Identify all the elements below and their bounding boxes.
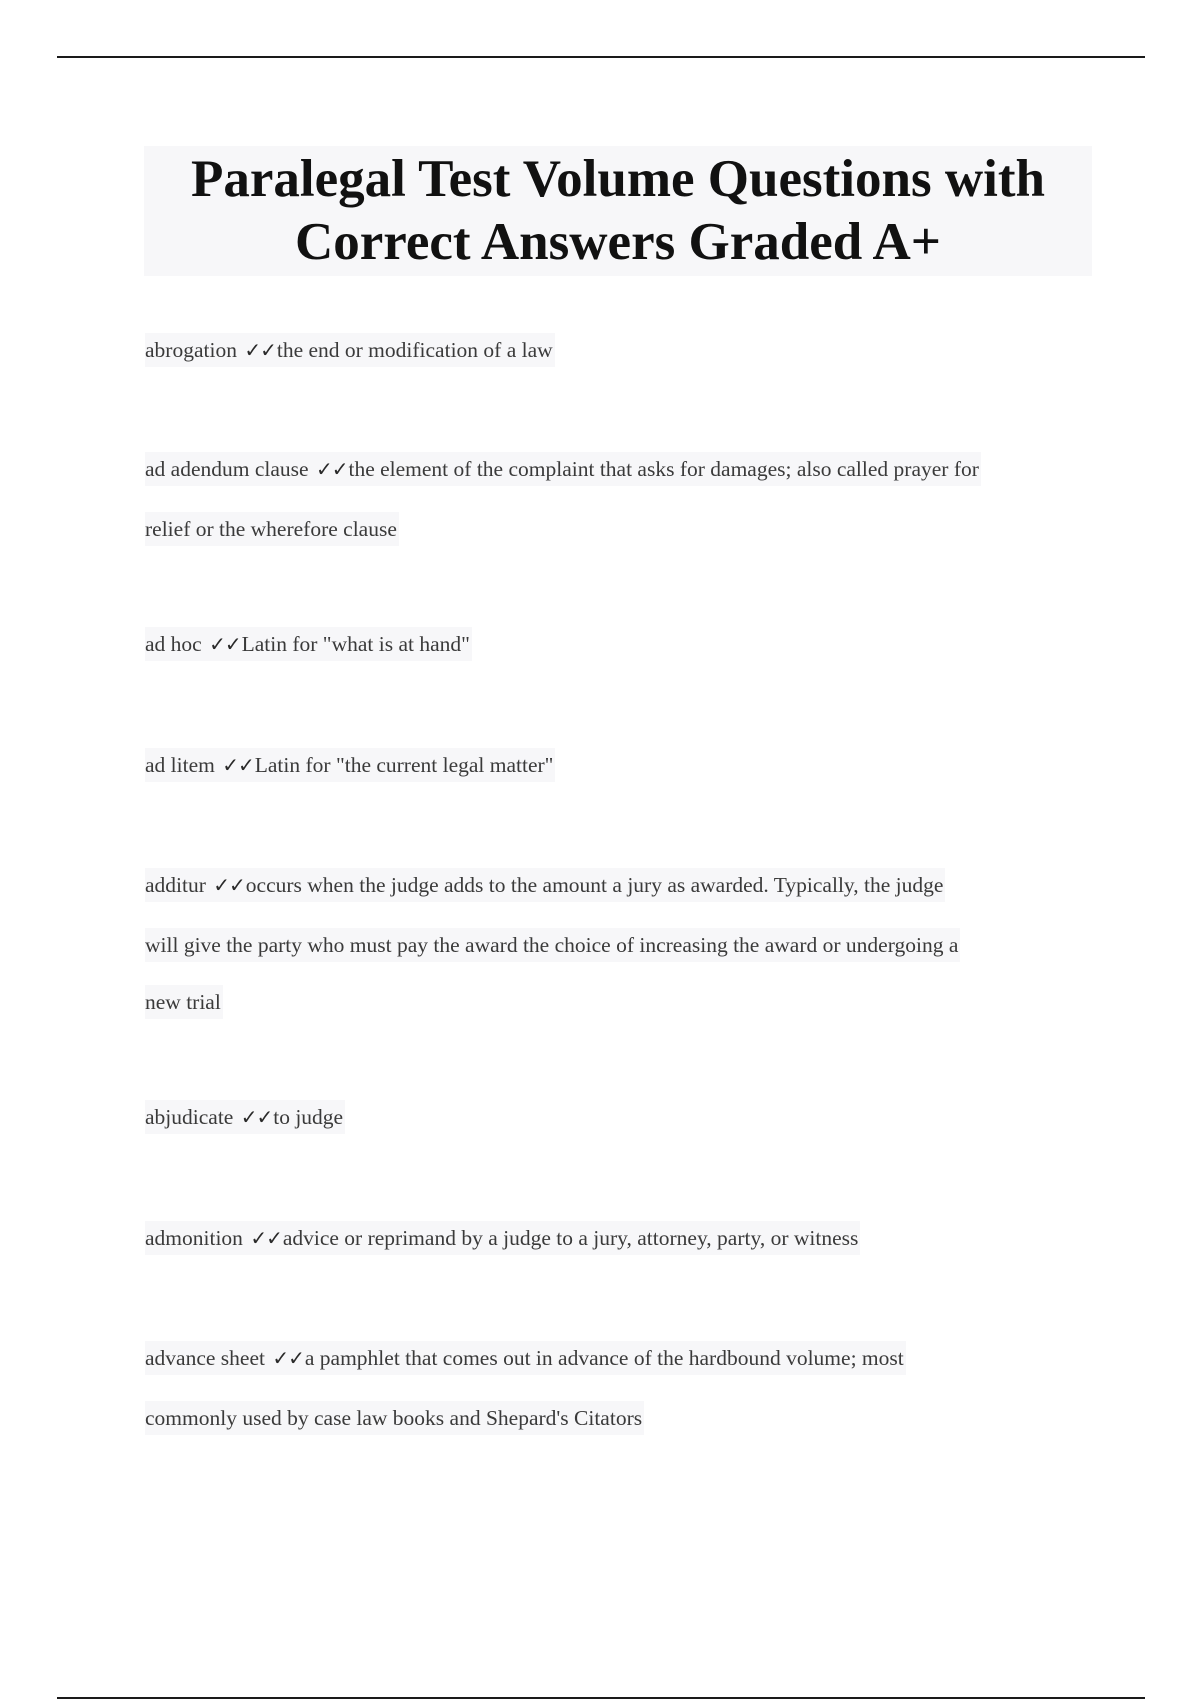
- entry-ad-hoc: [145, 627, 472, 661]
- entry-definition-continued: new trial: [145, 985, 223, 1019]
- double-check-icon: ✓✓: [209, 632, 241, 656]
- entry-term: ad litem: [145, 753, 215, 777]
- entry-definition-continued: will give the party who must pay the award the choice of increasing the award or undergoing a: [145, 928, 960, 962]
- double-check-icon: ✓✓: [222, 753, 254, 777]
- entry-definition: Latin for "the current legal matter": [254, 753, 554, 777]
- entry-definition-continued: commonly used by case law books and Shepard's Citators: [145, 1401, 644, 1435]
- entry-definition: occurs when the judge adds to the amount a jury as awarded. Typically, the judge: [245, 873, 944, 897]
- entry-term: additur: [145, 873, 206, 897]
- double-check-icon: ✓✓: [240, 1105, 273, 1129]
- double-check-icon: ✓✓: [213, 873, 245, 897]
- title-line-2: Correct Answers Graded A+: [295, 213, 941, 271]
- top-rule: [57, 56, 1145, 58]
- entry-term: admonition: [145, 1226, 243, 1250]
- entry-term: advance sheet: [145, 1346, 265, 1370]
- double-check-icon: ✓✓: [250, 1226, 282, 1250]
- entry-term: ad adendum clause: [145, 457, 309, 481]
- entry-definition-continued: relief or the wherefore clause: [145, 512, 399, 546]
- entry-term: abjudicate: [145, 1105, 234, 1129]
- entry-advance-sheet: [145, 1341, 906, 1375]
- entry-additur: [145, 868, 945, 902]
- entry-term: ad hoc: [145, 632, 202, 656]
- double-check-icon: ✓✓: [315, 457, 348, 481]
- title-line-1: Paralegal Test Volume Questions with: [191, 150, 1045, 208]
- entry-admonition: [145, 1221, 860, 1255]
- entry-definition: a pamphlet that comes out in advance of the hardbound volume; most: [304, 1346, 904, 1370]
- entry-abjudicate: [145, 1100, 345, 1134]
- entry-definition: advice or reprimand by a judge to a jury, attorney, party, or witness: [282, 1226, 859, 1250]
- double-check-icon: ✓✓: [244, 338, 276, 362]
- document-title: [144, 146, 1092, 276]
- entry-definition: to judge: [273, 1105, 344, 1129]
- entry-abrogation: [145, 333, 555, 367]
- entry-definition: the element of the complaint that asks for damages; also called prayer for: [348, 457, 979, 481]
- bottom-rule: [57, 1697, 1145, 1699]
- entry-definition: Latin for "what is at hand": [241, 632, 470, 656]
- double-check-icon: ✓✓: [272, 1346, 304, 1370]
- entry-term: abrogation: [145, 338, 237, 362]
- entry-ad-adendum-clause: [145, 452, 981, 486]
- entry-definition: the end or modification of a law: [276, 338, 553, 362]
- entry-ad-litem: [145, 748, 555, 782]
